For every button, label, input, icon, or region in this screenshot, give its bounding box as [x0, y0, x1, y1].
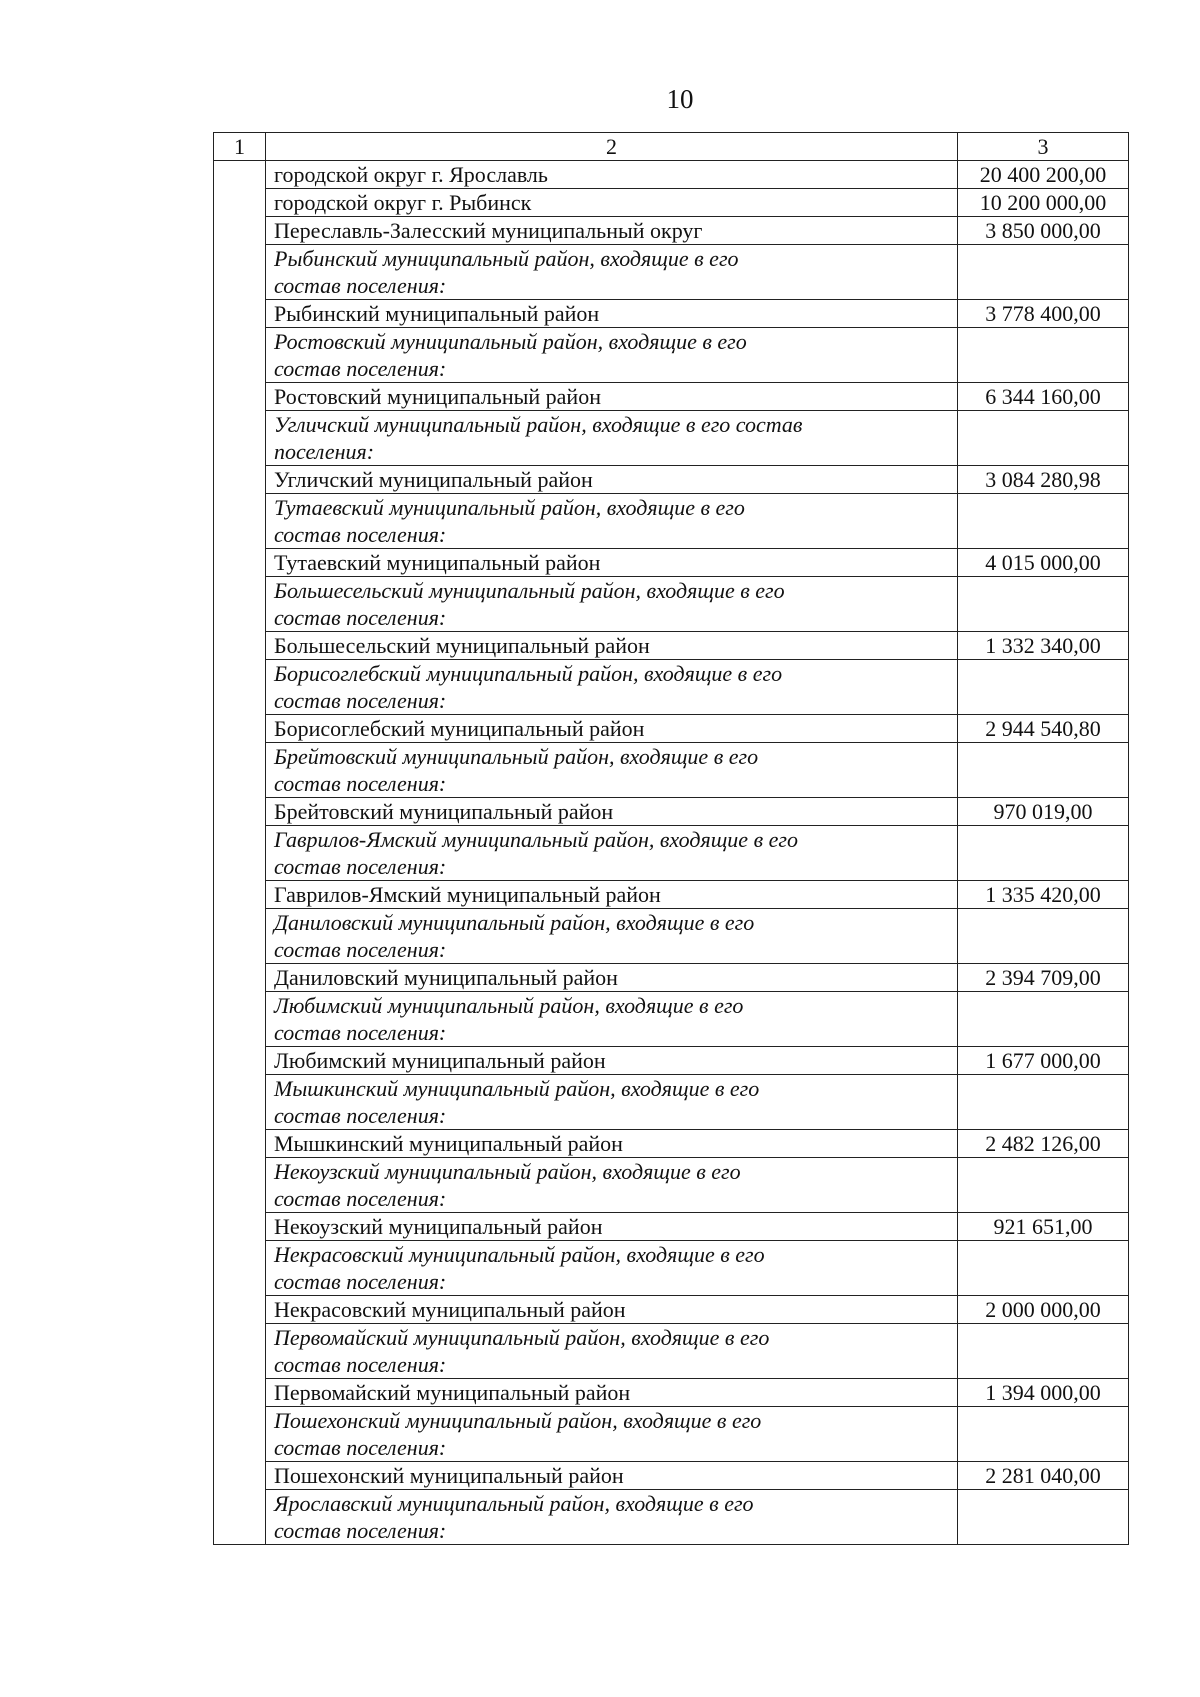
- group-heading-cell: Борисоглебский муниципальный район, входящие в его состав поселения:: [266, 660, 958, 715]
- amount-cell: 2 394 709,00: [958, 964, 1129, 992]
- group-heading-cell: Пошехонский муниципальный район, входящие в его состав поселения:: [266, 1407, 958, 1462]
- row-number-cell: [214, 161, 266, 1545]
- amount-cell: 3 850 000,00: [958, 217, 1129, 245]
- municipality-name-cell: Гаврилов-Ямский муниципальный район: [266, 881, 958, 909]
- amount-cell: 4 015 000,00: [958, 549, 1129, 577]
- group-heading-cell: Брейтовский муниципальный район, входящие в его состав поселения:: [266, 743, 958, 798]
- municipality-name-cell: городской округ г. Ярославль: [266, 161, 958, 189]
- group-heading-row: [214, 1158, 1129, 1213]
- amount-cell: 1 332 340,00: [958, 632, 1129, 660]
- municipality-name-cell: Некрасовский муниципальный район: [266, 1296, 958, 1324]
- municipality-name-cell: городской округ г. Рыбинск: [266, 189, 958, 217]
- table-row: [214, 1130, 1129, 1158]
- group-heading-row: [214, 743, 1129, 798]
- group-heading-row: [214, 1490, 1129, 1545]
- group-heading-row: [214, 1241, 1129, 1296]
- group-heading-row: [214, 577, 1129, 632]
- table-row: [214, 798, 1129, 826]
- municipality-name-cell: Борисоглебский муниципальный район: [266, 715, 958, 743]
- municipality-name-cell: Первомайский муниципальный район: [266, 1379, 958, 1407]
- amount-cell: [958, 1490, 1129, 1545]
- header-col-2: 2: [266, 133, 958, 161]
- header-col-1: 1: [214, 133, 266, 161]
- table-row: [214, 466, 1129, 494]
- table-row: [214, 1047, 1129, 1075]
- amount-cell: 2 281 040,00: [958, 1462, 1129, 1490]
- amount-cell: [958, 494, 1129, 549]
- table-row: [214, 300, 1129, 328]
- amount-cell: [958, 411, 1129, 466]
- table-row: [214, 1296, 1129, 1324]
- group-heading-row: [214, 1324, 1129, 1379]
- amount-cell: 6 344 160,00: [958, 383, 1129, 411]
- amount-cell: [958, 992, 1129, 1047]
- group-heading-cell: Гаврилов-Ямский муниципальный район, входящие в его состав поселения:: [266, 826, 958, 881]
- table-row: [214, 881, 1129, 909]
- table-row: [214, 161, 1129, 189]
- municipality-name-cell: Пошехонский муниципальный район: [266, 1462, 958, 1490]
- amount-cell: [958, 743, 1129, 798]
- municipality-name-cell: Большесельский муниципальный район: [266, 632, 958, 660]
- group-heading-row: [214, 494, 1129, 549]
- amount-cell: 3 084 280,98: [958, 466, 1129, 494]
- amount-cell: [958, 1241, 1129, 1296]
- group-heading-cell: Первомайский муниципальный район, входящие в его состав поселения:: [266, 1324, 958, 1379]
- amount-cell: 3 778 400,00: [958, 300, 1129, 328]
- group-heading-cell: Даниловский муниципальный район, входящие в его состав поселения:: [266, 909, 958, 964]
- municipality-name-cell: Рыбинский муниципальный район: [266, 300, 958, 328]
- amount-cell: [958, 328, 1129, 383]
- table-row: [214, 1462, 1129, 1490]
- group-heading-row: [214, 826, 1129, 881]
- municipality-name-cell: Любимский муниципальный район: [266, 1047, 958, 1075]
- municipality-name-cell: Даниловский муниципальный район: [266, 964, 958, 992]
- amount-cell: 970 019,00: [958, 798, 1129, 826]
- group-heading-row: [214, 992, 1129, 1047]
- table-row: [214, 217, 1129, 245]
- municipality-name-cell: Ростовский муниципальный район: [266, 383, 958, 411]
- group-heading-row: [214, 1407, 1129, 1462]
- table-row: [214, 964, 1129, 992]
- municipality-name-cell: Некоузский муниципальный район: [266, 1213, 958, 1241]
- table-row: [214, 632, 1129, 660]
- amount-cell: 20 400 200,00: [958, 161, 1129, 189]
- group-heading-cell: Любимский муниципальный район, входящие в его состав поселения:: [266, 992, 958, 1047]
- amount-cell: 921 651,00: [958, 1213, 1129, 1241]
- table-header-row: [214, 133, 1129, 161]
- amount-cell: 1 394 000,00: [958, 1379, 1129, 1407]
- table-row: [214, 189, 1129, 217]
- table-row: [214, 383, 1129, 411]
- table-body: [214, 133, 1129, 1545]
- table-row: [214, 715, 1129, 743]
- municipality-name-cell: Мышкинский муниципальный район: [266, 1130, 958, 1158]
- municipality-name-cell: Брейтовский муниципальный район: [266, 798, 958, 826]
- page-number: 10: [666, 84, 694, 114]
- amount-cell: 2 944 540,80: [958, 715, 1129, 743]
- amount-cell: [958, 1407, 1129, 1462]
- group-heading-cell: Угличский муниципальный район, входящие в его состав поселения:: [266, 411, 958, 466]
- group-heading-row: [214, 328, 1129, 383]
- group-heading-cell: Некрасовский муниципальный район, входящие в его состав поселения:: [266, 1241, 958, 1296]
- header-col-3: 3: [958, 133, 1129, 161]
- group-heading-cell: Большесельский муниципальный район, входящие в его состав поселения:: [266, 577, 958, 632]
- amount-cell: [958, 1158, 1129, 1213]
- amount-cell: 2 000 000,00: [958, 1296, 1129, 1324]
- table-row: [214, 1379, 1129, 1407]
- amount-cell: [958, 245, 1129, 300]
- group-heading-cell: Тутаевский муниципальный район, входящие в его состав поселения:: [266, 494, 958, 549]
- amount-cell: [958, 577, 1129, 632]
- group-heading-row: [214, 411, 1129, 466]
- municipality-name-cell: Переславль-Залесский муниципальный округ: [266, 217, 958, 245]
- municipality-name-cell: Тутаевский муниципальный район: [266, 549, 958, 577]
- group-heading-cell: Некоузский муниципальный район, входящие в его состав поселения:: [266, 1158, 958, 1213]
- amount-cell: 1 335 420,00: [958, 881, 1129, 909]
- amount-cell: [958, 660, 1129, 715]
- group-heading-cell: Ярославский муниципальный район, входящие в его состав поселения:: [266, 1490, 958, 1545]
- table-row: [214, 549, 1129, 577]
- amount-cell: 2 482 126,00: [958, 1130, 1129, 1158]
- amount-cell: [958, 1324, 1129, 1379]
- amount-cell: [958, 826, 1129, 881]
- amount-cell: [958, 909, 1129, 964]
- amount-cell: 10 200 000,00: [958, 189, 1129, 217]
- amount-cell: [958, 1075, 1129, 1130]
- group-heading-row: [214, 1075, 1129, 1130]
- group-heading-cell: Рыбинский муниципальный район, входящие в его состав поселения:: [266, 245, 958, 300]
- amount-cell: 1 677 000,00: [958, 1047, 1129, 1075]
- group-heading-row: [214, 245, 1129, 300]
- group-heading-cell: Ростовский муниципальный район, входящие в его состав поселения:: [266, 328, 958, 383]
- group-heading-cell: Мышкинский муниципальный район, входящие в его состав поселения:: [266, 1075, 958, 1130]
- group-heading-row: [214, 909, 1129, 964]
- group-heading-row: [214, 660, 1129, 715]
- table-row: [214, 1213, 1129, 1241]
- allocation-table: [213, 132, 1129, 1545]
- municipality-name-cell: Угличский муниципальный район: [266, 466, 958, 494]
